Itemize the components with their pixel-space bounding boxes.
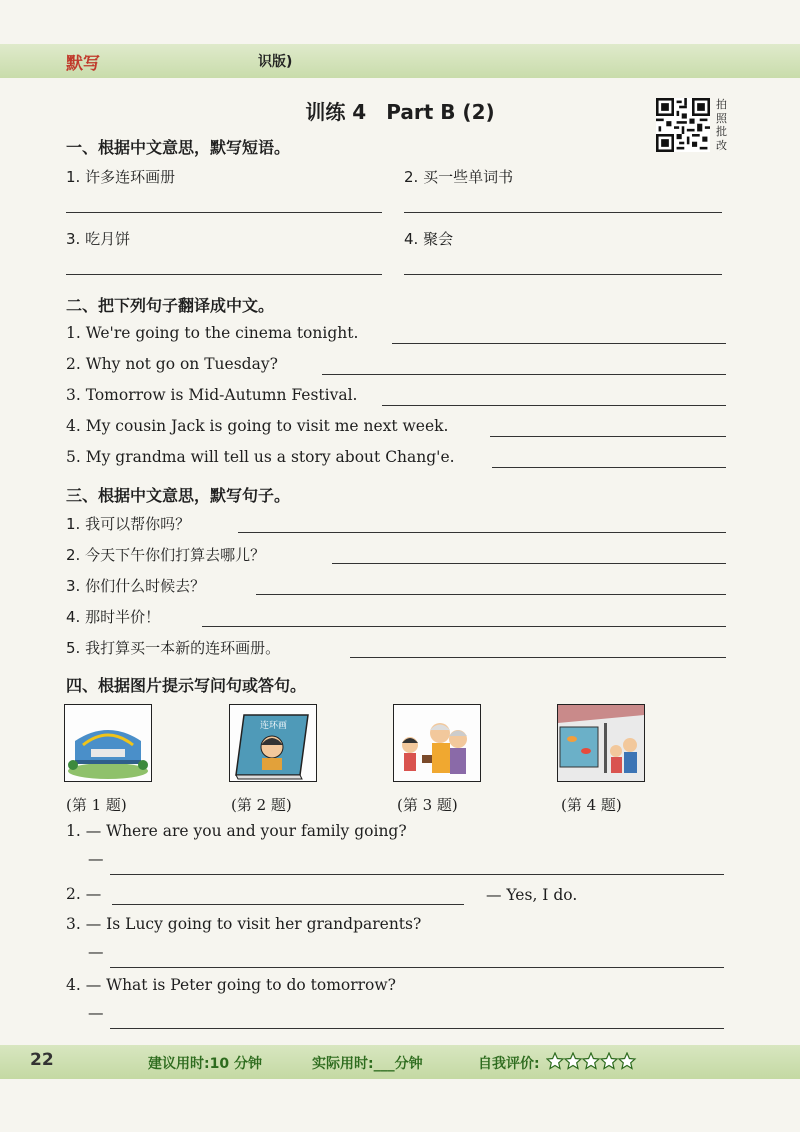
caption-3: (第 3 题)	[397, 796, 458, 814]
s2-answer-line-4[interactable]	[490, 436, 726, 437]
s4-question-1: 1. — Where are you and your family going?	[66, 822, 407, 840]
s2-item-4: 4. My cousin Jack is going to visit me next week.	[66, 417, 449, 435]
suggested-time: 建议用时:10 分钟	[148, 1056, 262, 1072]
picture-4	[557, 704, 645, 782]
s3-answer-line-3[interactable]	[256, 594, 726, 595]
s4-question-2: 2. —	[66, 885, 102, 903]
star-rating-icon[interactable]	[546, 1052, 638, 1070]
caption-4: (第 4 题)	[561, 796, 622, 814]
page-number: 22	[30, 1050, 54, 1070]
s4-question-4: 4. — What is Peter going to do tomorrow?	[66, 976, 396, 994]
s2-answer-line-3[interactable]	[382, 405, 726, 406]
s2-item-1: 1. We're going to the cinema tonight.	[66, 324, 359, 342]
aquarium-illustration	[558, 705, 644, 781]
s2-answer-line-1[interactable]	[392, 343, 726, 344]
building-illustration	[65, 705, 151, 781]
comic-book-illustration	[230, 705, 316, 781]
section-3-heading: 三、根据中文意思，默写句子。	[66, 486, 291, 505]
s4-dash-1: —	[88, 850, 104, 868]
s1-item-4: 4. 聚会	[404, 230, 454, 248]
family-visit-illustration	[394, 705, 480, 781]
s3-answer-line-5[interactable]	[350, 657, 726, 658]
qr-code-icon[interactable]	[656, 98, 710, 152]
picture-2	[229, 704, 317, 782]
s3-answer-line-4[interactable]	[202, 626, 726, 627]
s4-answer-line-3[interactable]	[110, 967, 724, 968]
s1-answer-line-2[interactable]	[404, 212, 722, 213]
actual-time: 实际用时:___分钟	[312, 1056, 423, 1072]
s2-item-2: 2. Why not go on Tuesday?	[66, 355, 278, 373]
s4-answer-line-4[interactable]	[110, 1028, 724, 1029]
s1-answer-line-1[interactable]	[66, 212, 382, 213]
s1-item-2: 2. 买一些单词书	[404, 168, 514, 186]
s4-question-3: 3. — Is Lucy going to visit her grandparents?	[66, 915, 422, 933]
s3-item-5: 5. 我打算买一本新的连环画册。	[66, 639, 281, 657]
s1-item-1: 1. 许多连环画册	[66, 168, 176, 186]
s4-answer-line-2[interactable]	[112, 904, 464, 905]
rating-stars[interactable]	[546, 1052, 638, 1074]
s1-item-3: 3. 吃月饼	[66, 230, 131, 248]
s4-dash-4: —	[88, 1004, 104, 1022]
s1-answer-line-3[interactable]	[66, 274, 382, 275]
s3-item-3: 3. 你们什么时候去？	[66, 577, 206, 595]
self-evaluation-label: 自我评价:	[478, 1056, 540, 1072]
s3-answer-line-1[interactable]	[238, 532, 726, 533]
s3-item-1: 1. 我可以帮你吗？	[66, 515, 191, 533]
s2-answer-line-2[interactable]	[322, 374, 726, 375]
s4-answer-2: — Yes, I do.	[486, 886, 578, 904]
page-title: 训练 4 Part B (2)	[305, 100, 495, 124]
section-2-heading: 二、把下列句子翻译成中文。	[66, 296, 275, 315]
section-1-heading: 一、根据中文意思，默写短语。	[66, 138, 291, 157]
section-4-heading: 四、根据图片提示写问句或答句。	[66, 676, 307, 695]
s1-answer-line-4[interactable]	[404, 274, 722, 275]
caption-1: (第 1 题)	[66, 796, 127, 814]
s4-answer-line-1[interactable]	[110, 874, 724, 875]
qr-caption: 拍照批改	[716, 98, 727, 152]
s2-answer-line-5[interactable]	[492, 467, 726, 468]
s3-answer-line-2[interactable]	[332, 563, 726, 564]
series-logo: 默写	[66, 54, 100, 74]
header-band	[0, 44, 800, 78]
caption-2: (第 2 题)	[231, 796, 292, 814]
picture-3	[393, 704, 481, 782]
s4-dash-3: —	[88, 943, 104, 961]
edition-label: 识版)	[258, 54, 293, 70]
s3-item-2: 2. 今天下午你们打算去哪儿？	[66, 546, 266, 564]
picture-1	[64, 704, 152, 782]
s3-item-4: 4. 那时半价！	[66, 608, 161, 626]
s2-item-3: 3. Tomorrow is Mid-Autumn Festival.	[66, 386, 358, 404]
s2-item-5: 5. My grandma will tell us a story about Chang'e.	[66, 448, 455, 466]
book-cover-text: 连环画	[260, 721, 288, 731]
